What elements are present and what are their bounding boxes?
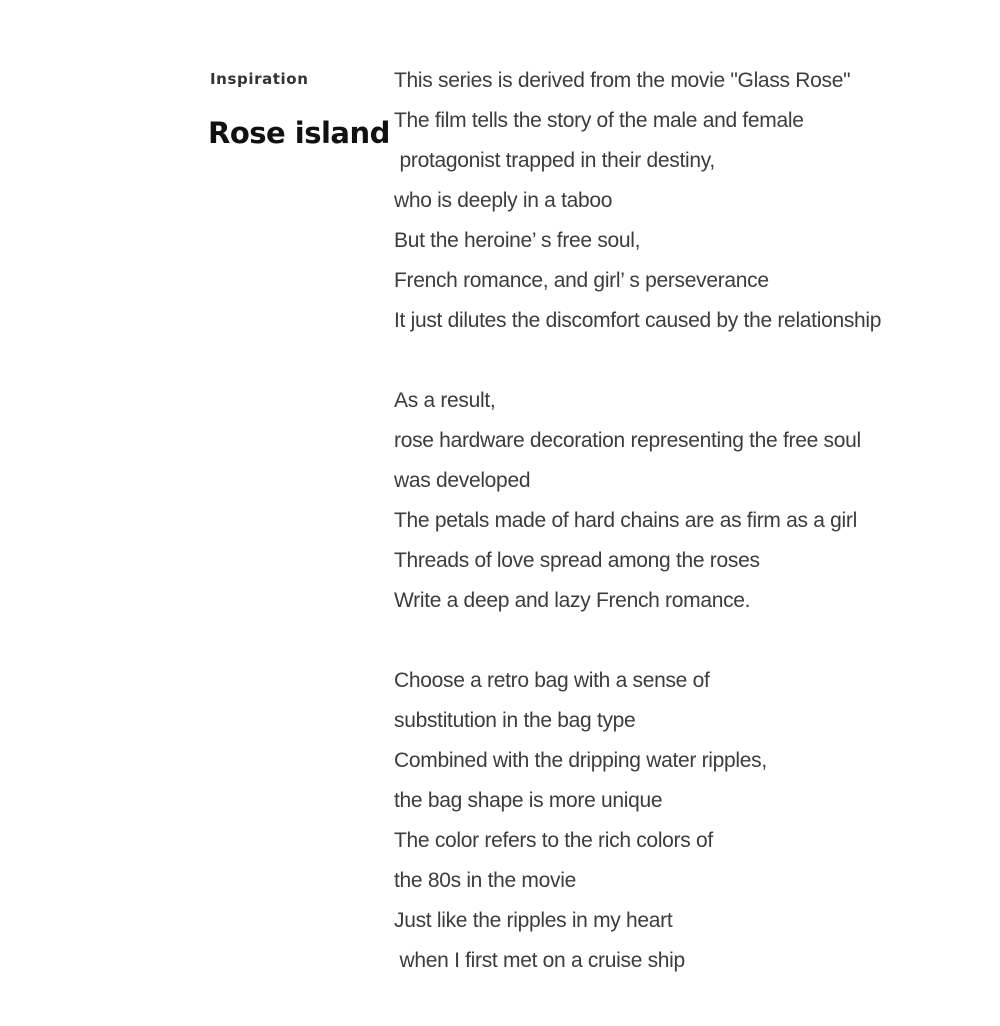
text-line: Threads of love spread among the roses [394, 549, 760, 572]
page-title: Rose island [208, 116, 390, 150]
text-line: when I first met on a cruise ship [394, 949, 685, 972]
text-line: Combined with the dripping water ripples, [394, 749, 767, 772]
description-text [394, 61, 984, 981]
text-line: The film tells the story of the male and female [394, 109, 804, 132]
text-line: Just like the ripples in my heart [394, 909, 673, 932]
sidebar [208, 68, 390, 153]
text-line: protagonist trapped in their destiny, [394, 149, 715, 172]
text-line: The petals made of hard chains are as firm as a girl [394, 509, 857, 532]
text-line: This series is derived from the movie "Glass Rose" [394, 69, 851, 92]
text-line: Choose a retro bag with a sense of [394, 669, 710, 692]
text-line: The color refers to the rich colors of [394, 829, 713, 852]
text-line: Write a deep and lazy French romance. [394, 589, 751, 612]
text-line: the bag shape is more unique [394, 789, 663, 812]
text-line: rose hardware decoration representing the free soul [394, 429, 861, 452]
blank-line [394, 341, 984, 381]
text-line: It just dilutes the discomfort caused by the relationship [394, 309, 882, 332]
text-line: who is deeply in a taboo [394, 189, 613, 212]
text-line: substitution in the bag type [394, 709, 636, 732]
text-line: the 80s in the movie [394, 869, 576, 892]
text-line: was developed [394, 469, 531, 492]
blank-line [394, 621, 984, 661]
text-line: As a result, [394, 389, 496, 412]
text-line: French romance, and girl’ s perseverance [394, 269, 769, 292]
text-line: But the heroine’ s free soul, [394, 229, 641, 252]
section-label: Inspiration [210, 70, 309, 88]
